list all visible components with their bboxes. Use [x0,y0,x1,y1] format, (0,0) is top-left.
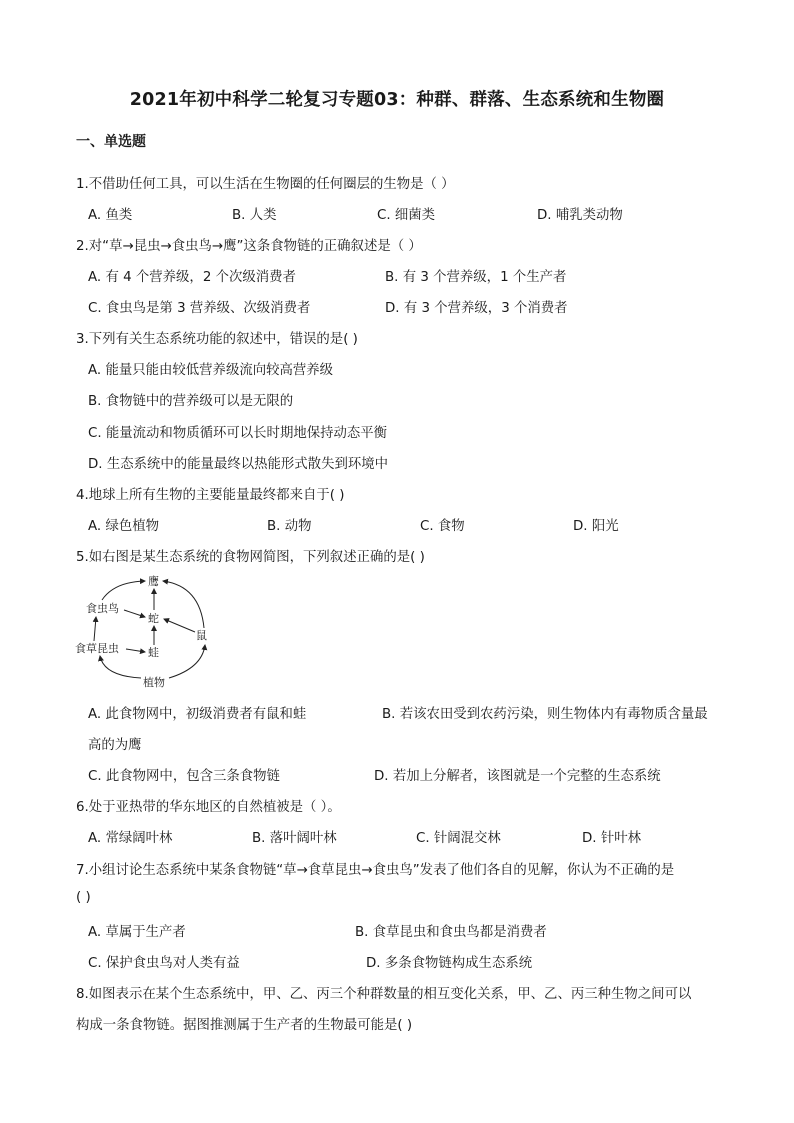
label-snake: 蛇 [148,612,159,625]
question-2-option-b: B. 有 3 个营养级，1 个生产者 [385,270,567,285]
question-8-stem: 8.如图表示在某个生态系统中，甲、乙、丙三个种群数量的相互变化关系，甲、乙、丙三种生物之间可以 [76,987,692,1002]
arrow-plant-to-mouse [169,645,205,678]
question-8-stem-cont: 构成一条食物链。据图推测属于生产者的生物最可能是( ) [76,1018,413,1033]
label-eagle: 鹰 [148,575,159,588]
question-2-option-c: C. 食虫鸟是第 3 营养级、次级消费者 [88,301,311,316]
question-5-option-a: A. 此食物网中，初级消费者有鼠和蛙 [88,707,307,722]
arrow-plant-to-insect [100,656,141,678]
question-5-option-c: C. 此食物网中，包含三条食物链 [88,769,280,784]
question-3-option-c: C. 能量流动和物质循环可以长时期地保持动态平衡 [88,426,388,441]
question-5-option-b: B. 若该农田受到农药污染，则生物体内有毒物质含量最 [382,707,708,722]
label-plant: 植物 [143,676,165,689]
question-6-option-b: B. 落叶阔叶林 [252,831,337,846]
question-3-option-a: A. 能量只能由较低营养级流向较高营养级 [88,363,334,378]
question-7-option-a: A. 草属于生产者 [88,925,186,940]
question-2-option-d: D. 有 3 个营养级，3 个消费者 [385,301,568,316]
question-4-stem: 4.地球上所有生物的主要能量最终都来自于( ) [76,488,345,503]
question-2-stem: 2.对“草→昆虫→食虫鸟→鹰”这条食物链的正确叙述是（ ） [76,239,422,254]
arrow-mouse-to-snake [164,619,195,632]
label-herbivore-insect: 食草昆虫 [75,642,119,655]
question-5-option-b-cont: 高的为鹰 [88,738,142,753]
section-heading: 一、单选题 [76,134,146,150]
food-web-diagram [74,572,224,690]
arrow-bird-to-eagle [102,581,145,600]
question-6-option-d: D. 针叶林 [582,831,641,846]
question-6-stem: 6.处于亚热带的华东地区的自然植被是（ ）。 [76,800,341,815]
question-1-stem: 1.不借助任何工具，可以生活在生物圈的任何圈层的生物是（ ） [76,177,455,192]
label-mouse: 鼠 [196,629,207,642]
arrow-bird-to-snake [124,610,145,617]
question-7-stem-cont: ( ) [76,890,91,905]
page-title: 2021年初中科学二轮复习专题03：种群、群落、生态系统和生物圈 [129,90,665,110]
arrow-insect-to-frog [126,649,145,652]
question-7-option-b: B. 食草昆虫和食虫鸟都是消费者 [355,925,547,940]
question-1-option-a: A. 鱼类 [88,208,133,223]
question-1-option-d: D. 哺乳类动物 [537,208,623,223]
question-1-option-b: B. 人类 [232,208,277,223]
question-3-option-b: B. 食物链中的营养级可以是无限的 [88,394,294,409]
question-7-stem: 7.小组讨论生态系统中某条食物链“草→食草昆虫→食虫鸟”发表了他们各自的见解，你认为不正确的是 [76,863,675,878]
question-3-stem: 3.下列有关生态系统功能的叙述中，错误的是( ) [76,332,358,347]
question-2-option-a: A. 有 4 个营养级，2 个次级消费者 [88,270,296,285]
question-1-option-c: C. 细菌类 [377,208,436,223]
arrow-insect-to-bird [94,617,96,641]
question-5-option-d: D. 若加上分解者，该图就是一个完整的生态系统 [374,769,661,784]
question-5-stem: 5.如右图是某生态系统的食物网简图，下列叙述正确的是( ) [76,550,425,565]
question-4-option-b: B. 动物 [267,519,312,534]
question-4-option-a: A. 绿色植物 [88,519,159,534]
label-insect-bird: 食虫鸟 [86,602,119,615]
question-4-option-c: C. 食物 [420,519,465,534]
question-4-option-d: D. 阳光 [573,519,619,534]
question-7-option-d: D. 多条食物链构成生态系统 [366,956,533,971]
question-3-option-d: D. 生态系统中的能量最终以热能形式散失到环境中 [88,457,389,472]
question-6-option-a: A. 常绿阔叶林 [88,831,173,846]
question-6-option-c: C. 针阔混交林 [416,831,501,846]
question-7-option-c: C. 保护食虫鸟对人类有益 [88,956,240,971]
label-frog: 蛙 [148,646,159,659]
